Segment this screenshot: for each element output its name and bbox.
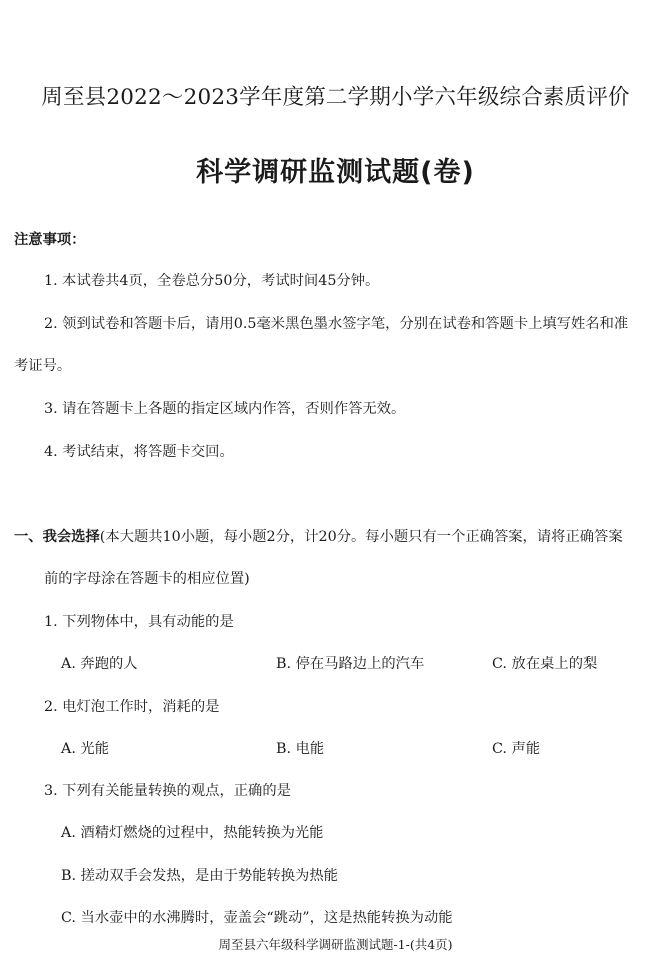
question-3-option-b: B. 搓动双手会发热，是由于势能转换为热能 [61,868,338,884]
question-2-option-a: A. 光能 [61,741,110,757]
question-3-stem: 3. 下列有关能量转换的观点，正确的是 [44,783,291,799]
question-1-option-c: C. 放在桌上的梨 [492,656,598,672]
page-footer: 周至县六年级科学调研监测试题-1-(共4页) [218,937,453,952]
notes-heading: 注意事项： [14,232,86,248]
exam-title-line2: 科学调研监测试题(卷) [196,157,475,188]
question-2-option-b: B. 电能 [276,741,325,757]
note-item-3: 3. 请在答题卡上各题的指定区域内作答，否则作答无效。 [44,401,406,417]
note-item-4: 4. 考试结束，将答题卡交回。 [44,444,234,460]
section1-heading: 一、我会选择 [14,529,100,545]
question-3-option-a: A. 酒精灯燃烧的过程中，热能转换为光能 [61,825,324,841]
note-item-1: 1. 本试卷共4页，全卷总分50分，考试时间45分钟。 [44,273,380,289]
exam-title-line1: 周至县2022～2023学年度第二学期小学六年级综合素质评价 [41,85,630,110]
question-1-option-b: B. 停在马路边上的汽车 [276,656,425,672]
section1-instruction: (本大题共10小题，每小题2分，计20分。每小题只有一个正确答案，请将正确答案 [99,529,623,545]
question-2-stem: 2. 电灯泡工作时，消耗的是 [44,699,220,715]
section1-heading-line [14,526,623,546]
question-1-stem: 1. 下列物体中，具有动能的是 [44,614,234,630]
note-item-2-line2: 考证号。 [14,358,72,374]
section1-instruction-line2: 前的字母涂在答题卡的相应位置) [44,571,250,587]
question-1-option-a: A. 奔跑的人 [61,656,138,672]
question-3-option-c: C. 当水壶中的水沸腾时，壶盖会“跳动”，这是热能转换为动能 [61,910,453,926]
question-2-option-c: C. 声能 [492,741,541,757]
note-item-2-line1: 2. 领到试卷和答题卡后，请用0.5毫米黑色墨水签字笔，分别在试卷和答题卡上填写姓名和准 [44,316,629,332]
